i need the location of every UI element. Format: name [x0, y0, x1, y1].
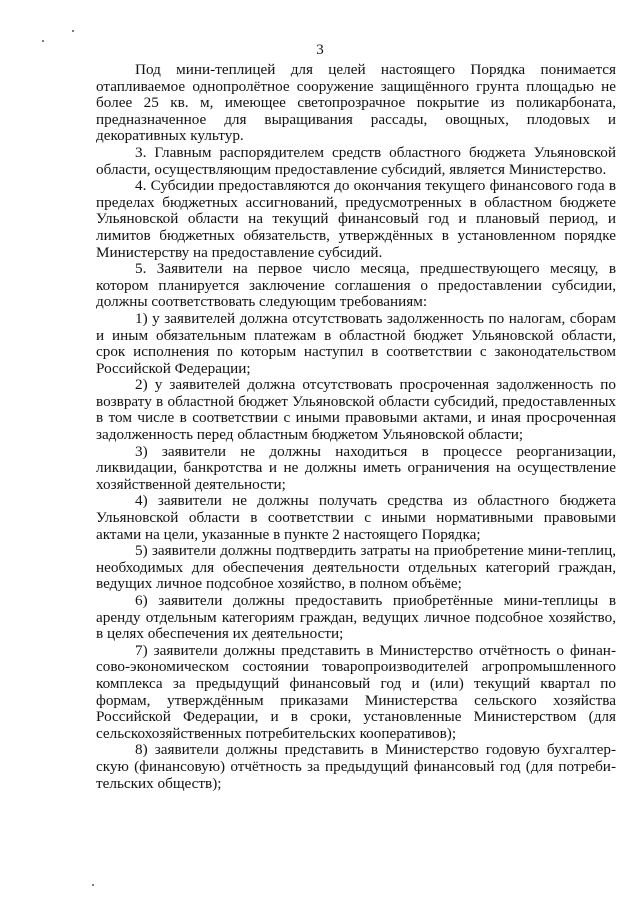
paragraph-item-5: 5. Заявители на первое число месяца, предшествующего месяцу, в котором планируется заключение соглашения о предоставлении субсидии, должны соответствовать следующим требованиям:	[96, 260, 616, 311]
paragraph-item-3: 3. Главным распорядителем средств областного бюджета Ульяновской области, осуществляющим предоставление субсидий, является Министерство.	[96, 143, 616, 178]
requirement-item: 2) у заявителей должна отсутствовать просроченная задолженность по возврату в областной бюджет Ульяновской области субсидий, предоставленных в том числе в соответствии с иными правовыми актами, и иная просроченная задолженность перед областным бюджетом Ульяновской области;	[96, 376, 616, 444]
requirement-item: 4) заявители не должны получать средства из областного бюджета Ульяновской области в соответствии с иными нормативными правовыми актами на цели, указанные в пункте 2 настоящего Порядка;	[96, 492, 616, 543]
requirement-item: 7) заявители должны представить в Министерство отчётность о финансово-экономическом состоянии товаропроизводителей агропромышленного комплекса за предыдущий финансовый год и (или) текущий квартал по формам, утверждённым приказами Министерства сельского хозяйства Российской Федерации, и в сроки, установленные Министерством (для сельскохозяйственных потребительских кооперативов);	[96, 641, 616, 742]
requirement-item: 1) у заявителей должна отсутствовать задолженность по налогам, сборам и иным обязательным платежам в областной бюджет Ульяновской области, срок исполнения по которым наступил в соответствии с законодательством Российской Федерации;	[96, 309, 616, 377]
paragraph-item-4: 4. Субсидии предоставляются до окончания текущего финансового года в пределах бюджетных ассигнований, предусмотренных в областном бюджете Ульяновской области на текущий финансовый год и плановый период, и лимитов бюджетных обязательств, утверждённых в установленном порядке Министерству на предоставление субсидий.	[96, 177, 616, 261]
requirement-item: 3) заявители не должны находиться в процессе реорганизации, ликвидации, банкротства и не должны иметь ограничения на осуществление хозяйственной деятельности;	[96, 442, 616, 493]
scan-speck	[92, 884, 94, 886]
requirement-item: 5) заявители должны подтвердить затраты на приобретение мини-теплиц, необходимых для обеспечения деятельности отдельных категорий граждан, ведущих личное подсобное хозяйство, в полном объёме;	[96, 542, 616, 593]
page-number: 3	[316, 42, 324, 58]
requirement-item: 8) заявители должны представить в Министерство годовую бухгалтерскую (финансовую) отчётность за предыдущий финансовый год (для потребительских обществ);	[96, 741, 616, 792]
requirement-item: 6) заявители должны предоставить приобретённые мини-теплицы в аренду отдельным категориям граждан, ведущих личное подсобное хозяйство, в целях обеспечения их деятельности;	[96, 592, 616, 643]
paragraph-mini-greenhouse-definition: Под мини-теплицей для целей настоящего Порядка понимается отапливаемое однопролётное сооружение защищённого грунта площадью не более 25 кв. м, имеющее светопрозрачное покрытие из поликарбоната, предназначенное для выращивания рассады, овощных, плодовых и декоративных культур.	[96, 61, 616, 145]
requirements-list	[96, 311, 616, 792]
document-body	[96, 62, 616, 792]
scan-speck	[72, 30, 74, 32]
